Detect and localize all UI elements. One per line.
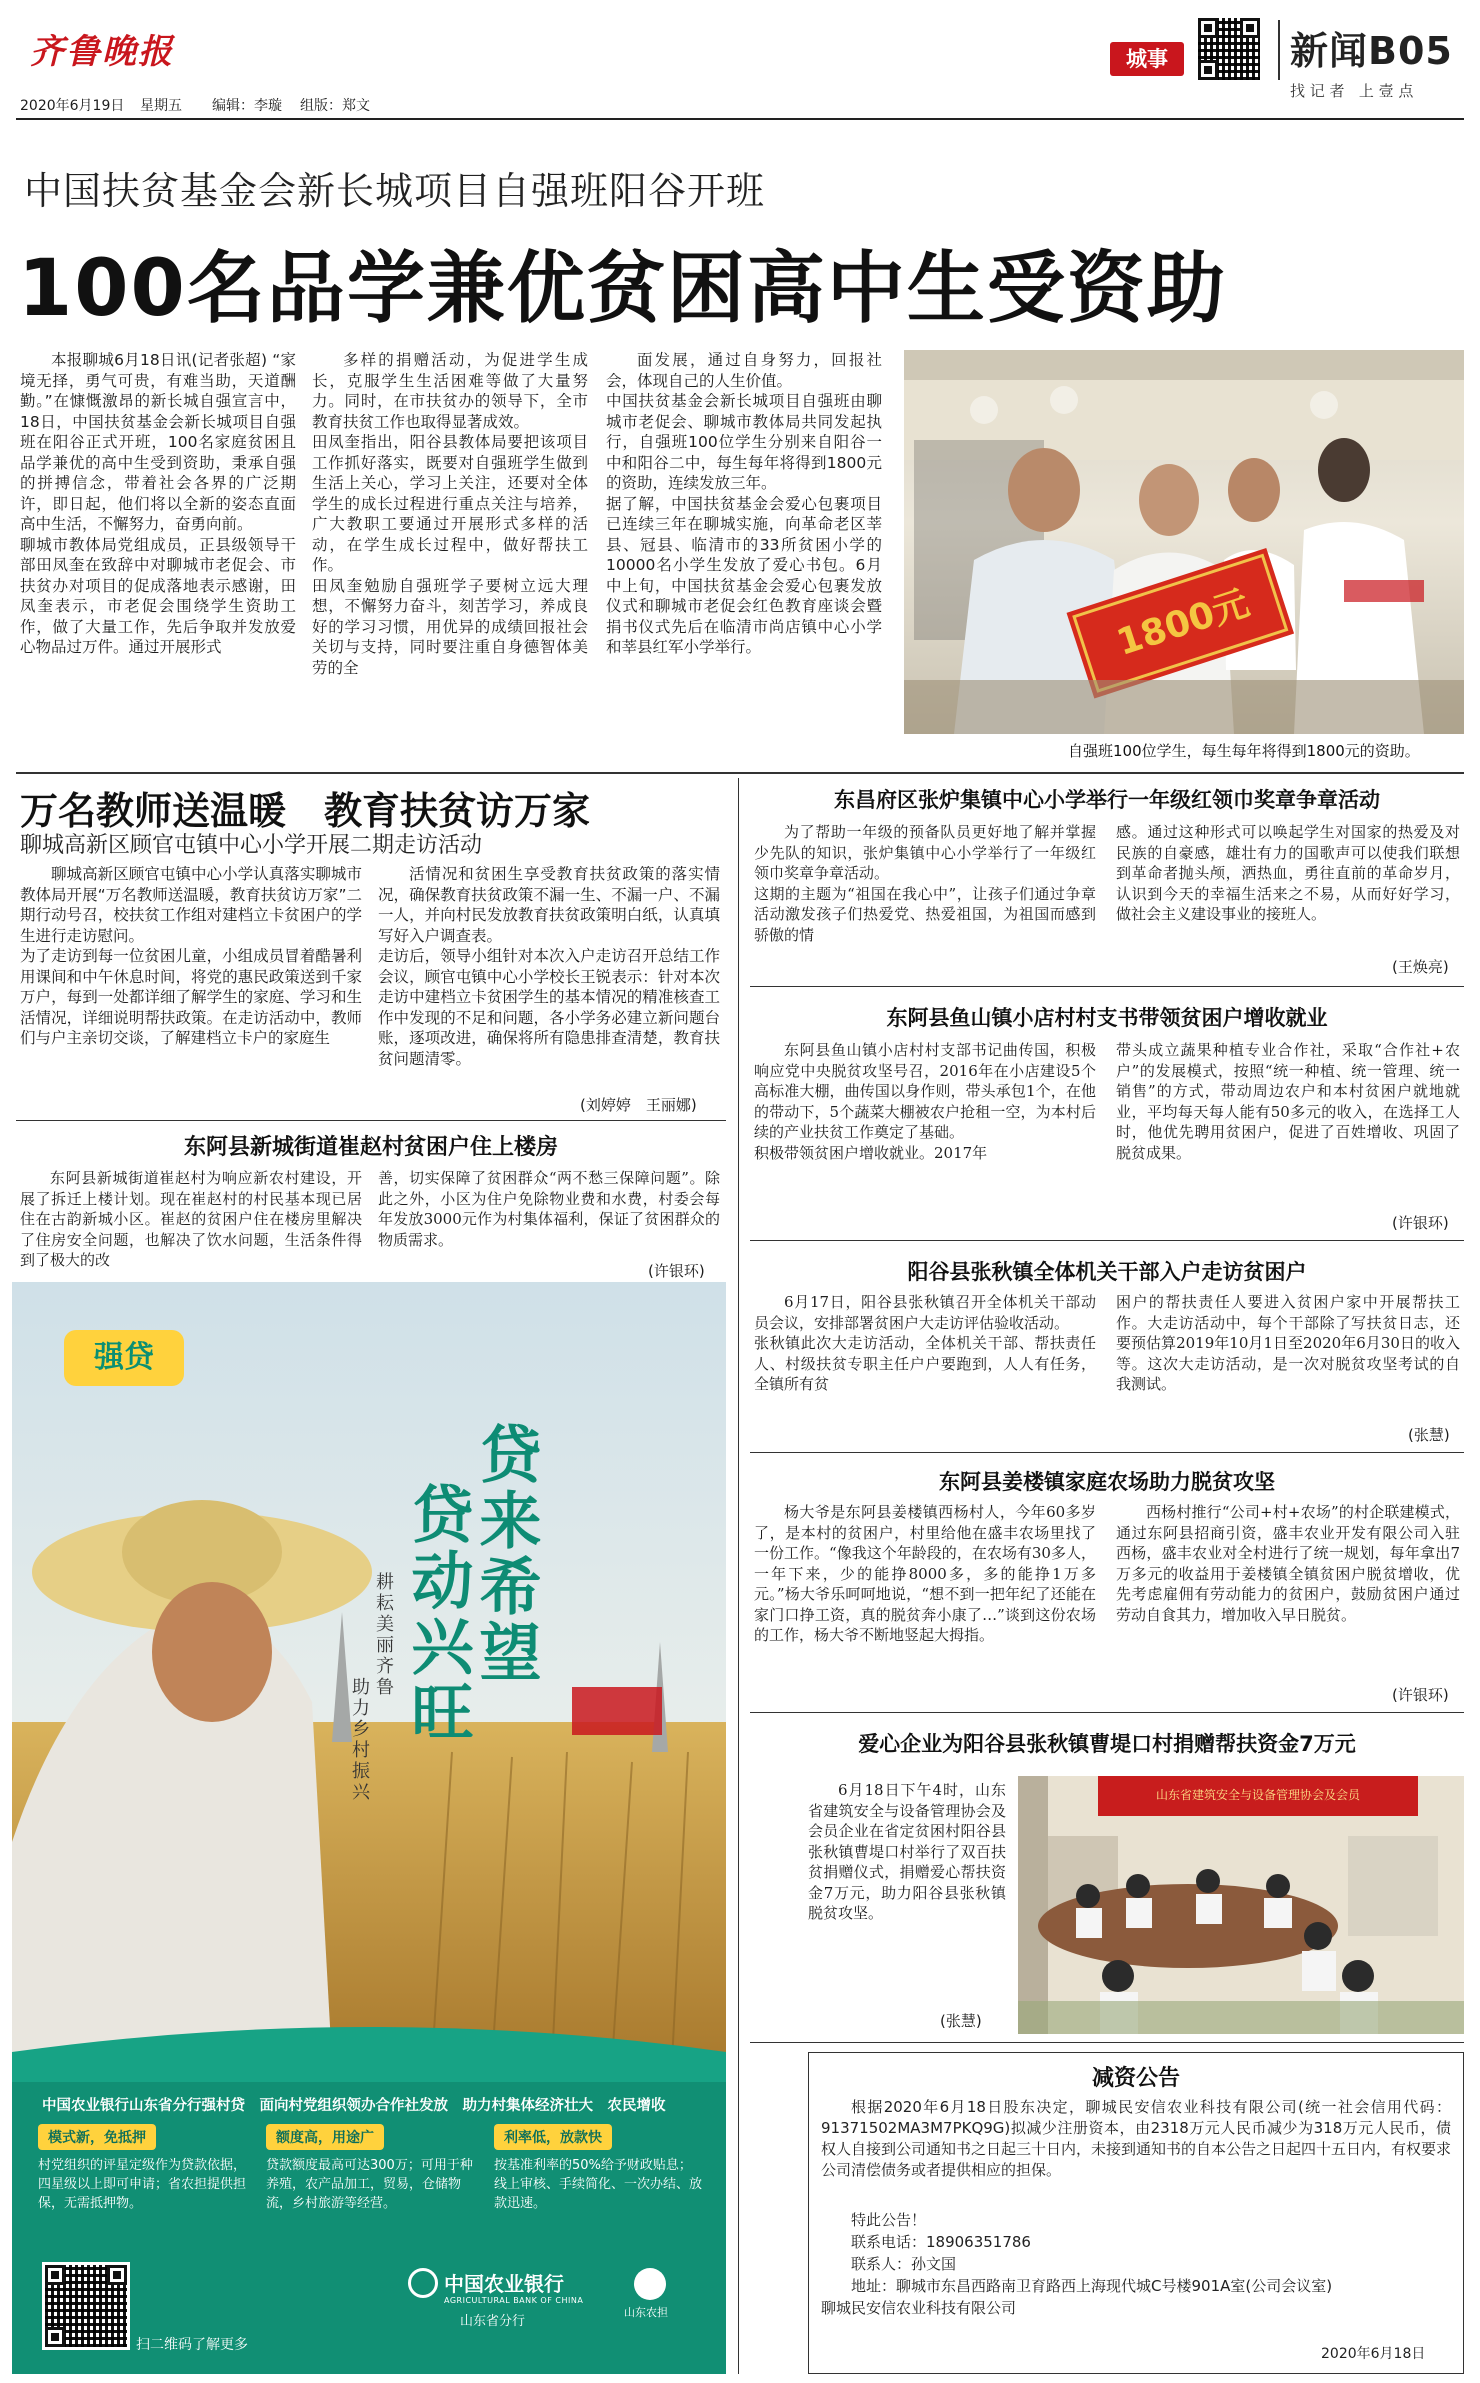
bank-ad[interactable] — [12, 1282, 726, 2374]
ad-feature-3-title: 利率低，放款快 — [494, 2124, 612, 2150]
notice-line-1: 特此公告！ — [851, 2211, 927, 2229]
issue-date: 2020年6月19日 — [20, 98, 125, 114]
teachers-column-2: 活情况和贫困生享受教育扶贫政策的落实情况，确保教育扶贫政策不漏一生、不漏一户、不漏一人，并向村民发放教育扶贫政策明白纸，认真填写好入户调查表。 走访后，领导小组针对本次入户走访召开总结工作会议，顾官屯镇中心小学校长王锐表示：针对本次走访中建档立卡贫困学生的基本情况的精准核查工作中发现的不足和问题，各小学务必建立新问题台账，逐项改进，确保将所有隐患排查清楚，教育扶贫问题清零。 — [378, 865, 720, 1068]
jianglou-byline: (许银环) — [1392, 1686, 1449, 1704]
ad-feature-1 — [38, 2124, 246, 2240]
ad-sub-right: 助力乡村振兴 — [349, 1677, 370, 1803]
jianglou-headline: 东阿县姜楼镇家庭农场助力脱贫攻坚 — [939, 1470, 1275, 1494]
zhangqiu-byline: (张慧) — [1408, 1426, 1450, 1444]
yushan-byline: (许银环) — [1392, 1214, 1449, 1232]
page-number: 新闻B05 — [1290, 29, 1453, 73]
ad-feature-1-text: 村党组织的评星定级作为贷款依据，四星级以上即可申请；省农担提供担保，无需抵押物。 — [38, 2158, 247, 2211]
lead-photo-sign: 1800元 — [1111, 582, 1255, 664]
lead-column-1: 本报聊城6月18日讯(记者张超) “家境无择，勇气可贵，有难当助，天道酬勤。”在慷慨激昂的新长城自强宣言中，18日，中国扶贫基金会新长城项目自强班在阳谷正式开班，100名家庭贫困且品学兼优的高中生受到资助，秉承自强的拼搏信念，带着社会各界的广泛期许，即日起，他们将以全新的姿态直面高中生活，不懈努力，奋勇向前。 聊城市教体局党组成员，正县级领导干部田凤奎在致辞中对聊城市老促会、市扶贫办对项目的促成落地表示感谢，田凤奎表示，市老促会围绕学生资助工作，做了大量工作，先后争取并发放爱心物品过万件。通过开展形式 — [20, 351, 296, 656]
yushan-column-2: 带头成立蔬果种植专业合作社，采取“合作社+农户”的发展模式，按照“统一种植、统一管理、统一销售”的方式，带动周边农户和本村贫困户就地就业，平均每天每人能有50多元的收入，在选择工人时，他优先聘用贫困户，促进了百姓增收、巩固了脱贫成果。 — [1116, 1041, 1460, 1162]
paper-name: 齐鲁晚报 — [30, 32, 174, 72]
teachers-byline: (刘婷婷 王丽娜) — [580, 1096, 697, 1114]
ad-brand-tag — [64, 1330, 184, 1386]
yushan-headline: 东阿县鱼山镇小店村村支书带领贫困户增收就业 — [886, 1006, 1328, 1030]
zhangqiu-headline: 阳谷县张秋镇全体机关干部入户走访贫困户 — [907, 1260, 1307, 1284]
teachers-subhead: 聊城高新区顾官屯镇中心小学开展二期走访活动 — [20, 833, 483, 858]
ad-sub-left: 耕耘美丽齐鲁 — [373, 1572, 394, 1698]
cuizhao-headline: 东阿县新城街道崔赵村贫困户住上楼房 — [183, 1135, 558, 1160]
layout-name: 组版：郑文 — [300, 98, 370, 114]
cuizhao-column-1: 东阿县新城街道崔赵村为响应新农村建设，开展了拆迁上楼计划。现在崔赵村的村民基本现已居住在古韵新城小区。崔赵的贫困户住在楼房里解决了住房安全问题，也解决了饮水问题，生活条件得到了极大的改 — [20, 1169, 362, 1269]
notice-title: 减资公告 — [1091, 2066, 1180, 2091]
abc-bank-name-en: AGRICULTURAL BANK OF CHINA — [444, 2296, 584, 2305]
ad-slogan-right: 贷动兴旺 — [401, 1482, 474, 1746]
lead-headline: 100名品学兼优贫困高中生受资助 — [18, 244, 1227, 334]
ad-feature-2-title: 额度高，用途广 — [266, 2124, 384, 2150]
teachers-headline: 万名教师送温暖 教育扶贫访万家 — [20, 789, 591, 833]
ad-feature-3 — [494, 2124, 702, 2240]
masthead-qr-code[interactable] — [1198, 18, 1260, 80]
notice-date: 2020年6月18日 — [1321, 2346, 1426, 2362]
jianglou-column-2: 西杨村推行“公司+村+农场”的村企联建模式，通过东阿县招商引资，盛丰农业开发有限公司入驻西杨，盛丰农业对全村进行了统一规划，每年拿出7万多元的收益用于姜楼镇全镇贫困户脱贫增收，优先考虑雇佣有劳动能力的贫困户，鼓励贫困户通过劳动自食其力，增加收入早日脱贫。 — [1116, 1503, 1460, 1624]
donation-byline: (张慧) — [940, 2012, 982, 2030]
lead-column-3: 面发展，通过自身努力，回报社会，体现自己的人生价值。 中国扶贫基金会新长城项目自强班由聊城市老促会、聊城市教体局共同发起执行，自强班100位学生分别来自阳谷一中和阳谷二中，每生每年将得到1800元的资助，连续发放三年。 据了解，中国扶贫基金会爱心包裹项目已连续三年在聊城实施，向革命老区莘县、冠县、临清市的33所贫困小学的10000名小学生发放了爱心书包。6月中上旬，中国扶贫基金会爱心包裹发放仪式和聊城市老促会红色教育座谈会暨捐书仪式先后在临清市尚店镇中心小学和莘县红军小学举行。 — [606, 351, 882, 656]
partner-logo-icon — [634, 2268, 666, 2300]
notice-line-5: 聊城民安信农业科技有限公司 — [821, 2299, 1017, 2317]
redscarf-column-1: 为了帮助一年级的预备队员更好地了解并掌握少先队的知识，张炉集镇中心小学举行了一年级红领巾奖章争章活动。 这期的主题为“祖国在我心中”，让孩子们通过争章活动激发孩子们热爱党、热爱祖国，为祖国而感到骄傲的情 — [754, 823, 1096, 944]
lead-photo — [904, 350, 1464, 734]
cuizhao-byline: (许银环) — [648, 1262, 705, 1280]
editor-name: 编辑：李璇 — [212, 98, 282, 114]
masthead — [0, 0, 1480, 120]
partner-name: 山东农担 — [624, 2306, 668, 2319]
teachers-column-1: 聊城高新区顾官屯镇中心小学认真落实聊城市教体局开展“万名教师送温暖，教育扶贫访万家”二期行动号召，校扶贫工作组对建档立卡贫困户的学生进行走访慰问。 为了走访到每一位贫困儿童，小组成员冒着酷暑利用课间和中午休息时间，将党的惠民政策送到千家万户，每到一处都详细了解学生的家庭、学习和生活情况，详细说明帮扶政策。在走访活动中，教师们与户主亲切交谈，了解建档立卡户的家庭生 — [20, 865, 362, 1047]
ad-feature-3-text: 按基准利率的50%给予财政贴息；线上审核、手续简化、一次办结、放款迅速。 — [494, 2158, 703, 2211]
ad-feature-1-title: 模式新，免抵押 — [38, 2124, 156, 2150]
cuizhao-column-2: 善，切实保障了贫困群众“两不愁三保障问题”。除此之外，小区为住户免除物业费和水费，村委会每年发放3000元作为村集体福利，保证了贫困群众的物质需求。 — [378, 1169, 720, 1249]
notice-line-3: 联系人：孙文国 — [851, 2255, 957, 2273]
redscarf-column-2: 感。通过这种形式可以唤起学生对国家的热爱及对民族的自豪感，雄壮有力的国歌声可以使我们联想到革命者抛头颅，洒热血，勇往直前的革命岁月，认识到今天的幸福生活来之不易，从而好好学习，做社会主义建设事业的接班人。 — [1116, 823, 1460, 923]
issue-weekday: 星期五 — [140, 98, 182, 114]
lead-column-2: 多样的捐赠活动，为促进学生成长，克服学生生活困难等做了大量努力。同时，在市扶贫办的领导下，全市教育扶贫工作也取得显著成效。 田凤奎指出，阳谷县教体局要把该项目工作抓好落实，既要对自强班学生做到生活上关心，学习上关注，还要对全体学生的成长过程进行重点关注与培养，广大教职工要通过开展形式多样的活动，在学生成长过程中，做好帮扶工作。 田凤奎勉励自强班学子要树立远大理想，不懈努力奋斗，刻苦学习，养成良好的学习习惯，用优异的成绩回报社会关切与支持，同时要注重自身德智体美劳的全 — [312, 351, 588, 677]
donation-text: 6月18日下午4时，山东省建筑安全与设备管理协会及会员企业在省定贫困村阳谷县张秋镇曹堤口村举行了双百扶贫捐赠仪式，捐赠爱心帮扶资金7万元，助力阳谷县张秋镇脱贫攻坚。 — [808, 1781, 1006, 1922]
ad-qr-code[interactable] — [42, 2262, 130, 2350]
ad-feature-2 — [266, 2124, 474, 2240]
section-tag — [1110, 42, 1184, 76]
lead-kicker: 中国扶贫基金会新长城项目自强班阳谷开班 — [24, 169, 766, 213]
donation-photo — [1018, 1776, 1464, 2034]
section-tag-label: 城事 — [1126, 47, 1168, 71]
masthead-slogan: 找 记 者 上 壹 点 — [1290, 82, 1414, 100]
lead-photo-caption: 自强班100位学生，每生每年将得到1800元的资助。 — [1068, 742, 1420, 760]
ad-feature-2-text: 贷款额度最高可达300万；可用于种养殖，农产品加工，贸易，仓储物流，乡村旅游等经营。 — [266, 2158, 473, 2211]
zhangqiu-column-1: 6月17日，阳谷县张秋镇召开全体机关干部动员会议，安排部署贫困户大走访评估验收活动。 张秋镇此次大走访活动，全体机关干部、帮扶责任人、村级扶贫专职主任户户要跑到，人人有任务，全镇所有贫 — [754, 1293, 1096, 1393]
abc-bank-name: 中国农业银行 — [444, 2272, 564, 2296]
redscarf-headline: 东昌府区张炉集镇中心小学举行一年级红领巾奖章争章活动 — [834, 788, 1380, 812]
notice-line-4: 地址：聊城市东昌西路南卫育路西上海现代城C号楼901A室(公司会议室) — [851, 2277, 1333, 2295]
ad-slogan-left: 贷来希望 — [469, 1422, 542, 1686]
zhangqiu-column-2: 困户的帮扶责任人要进入贫困户家中开展帮扶工作。大走访活动中，每个干部除了写扶贫日志，还要预估算2019年10月1日至2020年6月30日的收入等。这次大走访活动，是一次对脱贫攻坚考试的自我测试。 — [1116, 1293, 1460, 1393]
abc-logo-icon — [408, 2268, 438, 2298]
notice-body: 根据2020年6月18日股东决定，聊城民安信农业科技有限公司(统一社会信用代码：91371502MA3M7PKQ9G)拟减少注册资本，由2318万元人民币减少为318万元人民币，债权人自接到公司通知书之日起三十日内，未接到通知书的自本公告之日起四十五日内，有权要求公司清偿债务或者提供相应的担保。 — [821, 2098, 1452, 2179]
redscarf-byline: (王焕亮) — [1392, 958, 1449, 976]
abc-bank-branch: 山东省分行 — [460, 2314, 526, 2329]
yushan-column-1: 东阿县鱼山镇小店村村支部书记曲传国，积极响应党中央脱贫攻坚号召，2016年在小店建设5个高标准大棚，曲传国以身作则，带头承包1个，在他的带动下，5个蔬菜大棚被农户抢租一空，为本村后续的产业扶贫工作奠定了基础。 积极带领贫困户增收就业。2017年 — [754, 1041, 1096, 1162]
ad-qr-caption: 扫二维码了解更多 — [136, 2337, 248, 2353]
notice-line-2: 联系电话：18906351786 — [851, 2233, 1031, 2251]
ad-brand-tag-label: 强贷 — [94, 1340, 154, 1375]
capital-reduction-notice — [808, 2052, 1464, 2374]
jianglou-column-1: 杨大爷是东阿县姜楼镇西杨村人，今年60多岁了，是本村的贫困户，村里给他在盛丰农场里找了一份工作。“像我这个年龄段的，在农场有30多人，一年下来，少的能挣8000多，多的能挣1万多元。”杨大爷乐呵呵地说，“想不到一把年纪了还能在家门口挣工资，真的脱贫奔小康了…”谈到这份农场的工作，杨大爷不断地竖起大拇指。 — [754, 1503, 1096, 1644]
ad-tagline: 中国农业银行山东省分行强村贷 面向村党组织领办合作社发放 助力村集体经济壮大 农民增收 — [42, 2098, 666, 2114]
donation-headline: 爱心企业为阳谷县张秋镇曹堤口村捐赠帮扶资金7万元 — [858, 1732, 1356, 1756]
donation-photo-banner: 山东省建筑安全与设备管理协会及会员 — [1155, 1788, 1360, 1802]
